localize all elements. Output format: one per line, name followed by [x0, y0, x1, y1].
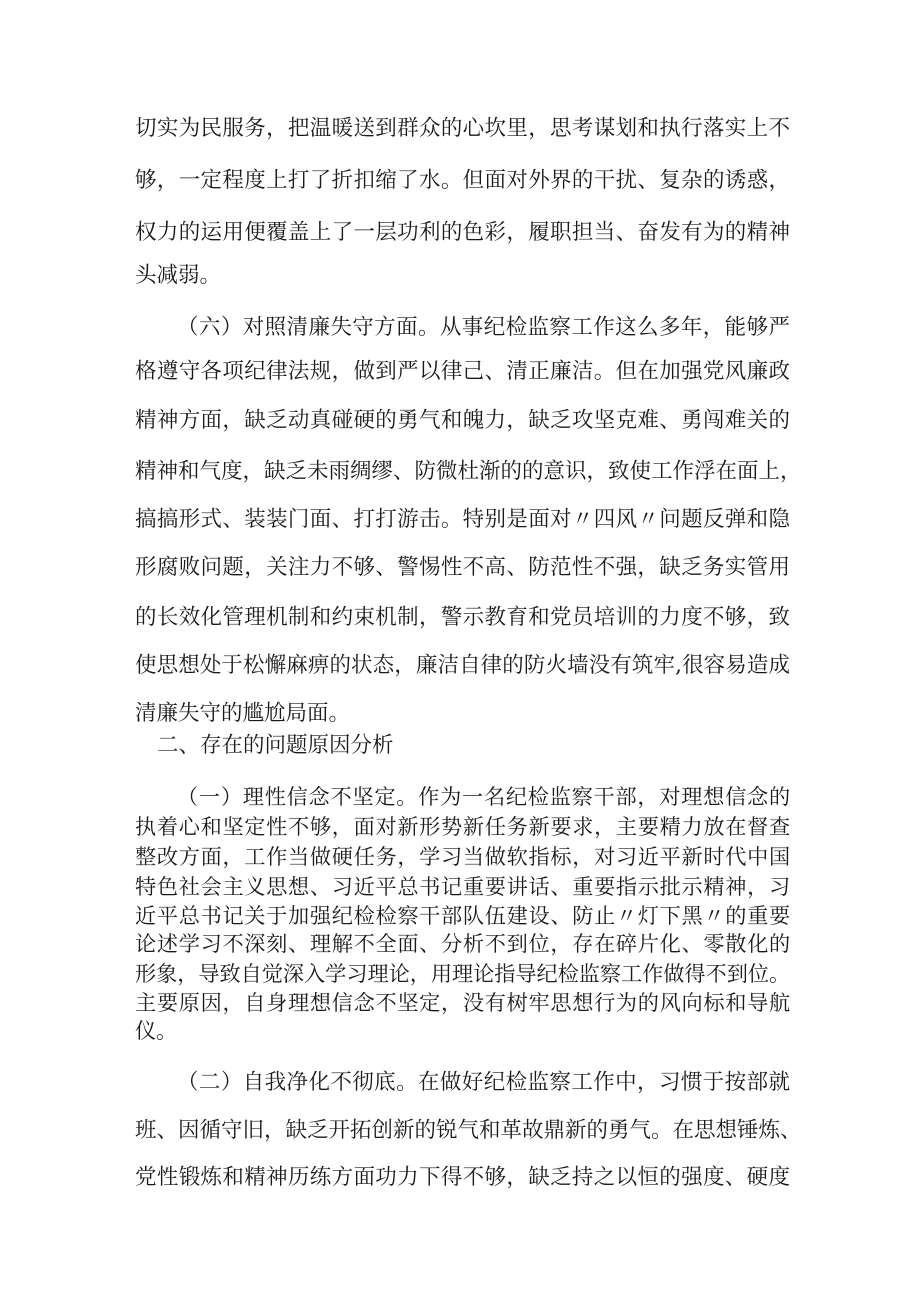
paragraph-line: （六）对照清廉失守方面。从事纪检监察工作这么多年，能够严	[177, 315, 790, 340]
paragraph-line: 头减弱。	[135, 263, 222, 288]
paragraph-line: 搞搞形式、装装门面、打打游击。特别是面对〃四风〃问题反弹和隐	[135, 507, 790, 532]
paragraph-line: 权力的运用便覆盖上了一层功利的色彩，履职担当、奋发有为的精神	[135, 220, 790, 245]
paragraph-line: 格遵守各项纪律法规，做到严以律己、清正廉洁。但在加强党风廉政	[135, 359, 790, 384]
paragraph-line: 主要原因，自身理想信念不坚定，没有树牢思想行为的风向标和导航	[135, 990, 790, 1015]
paragraph-line: 形腐败问题，关注力不够、警惕性不高、防范性不强，缺乏务实管用	[135, 555, 790, 580]
paragraph-line: 形象，导致自觉深入学习理论，用理论指导纪检监察工作做得不到位。	[135, 961, 790, 986]
paragraph-line: 精神和气度，缺乏未雨绸缪、防微杜渐的的意识，致使工作浮在面上，	[135, 459, 802, 484]
paragraph-line: 党性锻炼和精神历练方面功力下得不够，缺乏持之以恒的强度、硬度	[135, 1165, 790, 1190]
paragraph-line: 切实为民服务，把温暖送到群众的心坎里，思考谋划和执行落实上不	[135, 116, 790, 141]
paragraph-line: 论述学习不深刻、理解不全面、分析不到位，存在碎片化、零散化的	[135, 931, 790, 956]
paragraph-line: 的长效化管理机制和约束机制，警示教育和党员培训的力度不够，致	[135, 605, 790, 630]
paragraph-line: （二）自我净化不彻底。在做好纪检监察工作中，习惯于按部就	[177, 1070, 790, 1095]
paragraph-line: （一）理性信念不坚定。作为一名纪检监察干部，对理想信念的	[177, 784, 790, 809]
paragraph-line: 特色社会主义思想、习近平总书记重要讲话、重要指示批示精神，习	[135, 874, 790, 899]
paragraph-line: 执着心和坚定性不够，面对新形势新任务新要求，主要精力放在督查	[135, 814, 790, 839]
paragraph-line: 班、因循守旧，缺乏开拓创新的锐气和革故鼎新的勇气。在思想锤炼、	[135, 1118, 802, 1143]
section-heading: 二、存在的问题原因分析	[157, 733, 394, 758]
paragraph-line: 精神方面，缺乏动真碰硬的勇气和魄力，缺乏攻坚克难、勇闯难关的	[135, 408, 790, 433]
paragraph-line: 使思想处于松懈麻痹的状态，廉洁自律的防火墙没有筑牢,很容易造成	[135, 653, 790, 678]
paragraph-line: 仪。	[135, 1018, 178, 1043]
paragraph-line: 近平总书记关于加强纪检检察干部队伍建设、防止〃灯下黑〃的重要	[135, 903, 790, 928]
paragraph-line: 够，一定程度上打了折扣缩了水。但面对外界的干扰、复杂的诱惑，	[135, 168, 790, 193]
paragraph-line: 整改方面，工作当做硬任务，学习当做软指标，对习近平新时代中国	[135, 844, 790, 869]
paragraph-line: 清廉失守的尴尬局面。	[135, 701, 351, 726]
